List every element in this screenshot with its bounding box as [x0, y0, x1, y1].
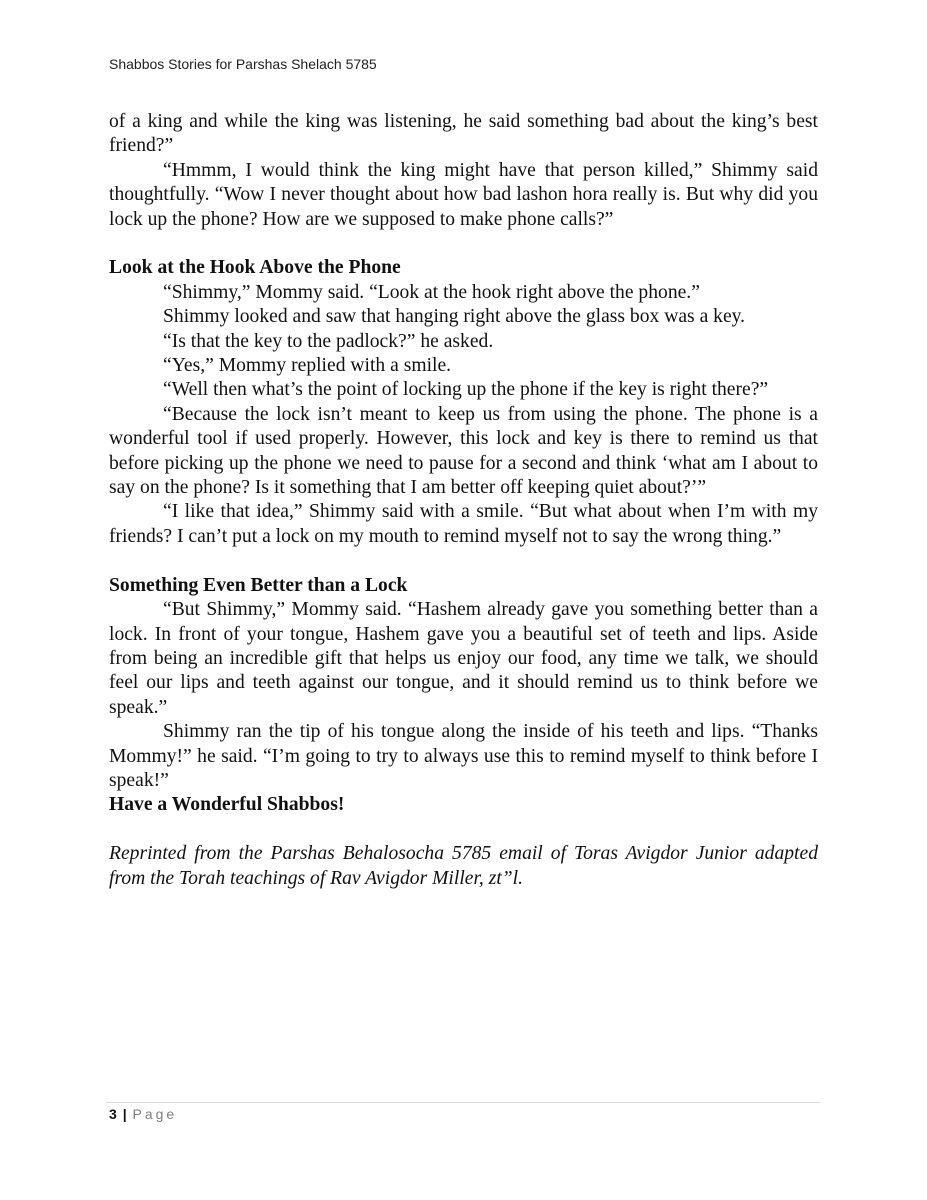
paragraph-7: “Well then what’s the point of locking up the phone if the key is right there?” — [163, 379, 769, 401]
paragraph-5: “Is that the key to the padlock?” he asked. — [163, 330, 494, 352]
paragraph-8: “Because the lock isn’t meant to keep us from using the phone. The phone is a wonderful tool if used properly. However, this lock and key is there to remind us that before picking up the phone we need to pause for a second and think ‘what am I about to say on the phone? Is it something that I am better off keeping quiet about?’” — [109, 403, 818, 499]
page-number: 3 — [109, 1106, 117, 1122]
closing-heading: Have a Wonderful Shabbos! — [109, 794, 345, 816]
story-body — [109, 110, 818, 891]
spacer — [109, 549, 818, 573]
running-header: Shabbos Stories for Parshas Shelach 5785 — [109, 56, 377, 72]
section-heading-2: Something Even Better than a Lock — [109, 574, 408, 596]
page-footer — [109, 1106, 177, 1122]
spacer — [109, 232, 818, 256]
footer-divider — [106, 1102, 820, 1103]
paragraph-2: “Hmmm, I would think the king might have that person killed,” Shimmy said thoughtfully. “Wow I never thought about how bad lashon hora really is. But why did you lock up the phone? How are we supposed to make phone calls?” — [109, 159, 818, 230]
credit-line: Reprinted from the Parshas Behalosocha 5785 email of Toras Avigdor Junior adapted from the Torah teachings of Rav Avigdor Miller, zt”l. — [109, 843, 818, 889]
paragraph-10: “But Shimmy,” Mommy said. “Hashem already gave you something better than a lock. In front of your tongue, Hashem gave you a beautiful set of teeth and lips. Aside from being an incredible gift that helps us enjoy our food, any time we talk, we should feel our lips and teeth against our tongue, and it should remind us to think before we speak.” — [109, 599, 818, 718]
spacer — [109, 818, 818, 842]
paragraph-4: Shimmy looked and saw that hanging right above the glass box was a key. — [163, 306, 746, 328]
page-label: Page — [132, 1106, 178, 1122]
paragraph-6: “Yes,” Mommy replied with a smile. — [163, 355, 452, 377]
footer-separator: | — [122, 1106, 127, 1122]
section-heading-1: Look at the Hook Above the Phone — [109, 257, 401, 279]
paragraph-3: “Shimmy,” Mommy said. “Look at the hook right above the phone.” — [163, 281, 700, 303]
paragraph-9: “I like that idea,” Shimmy said with a smile. “But what about when I’m with my friends? I can’t put a lock on my mouth to remind myself not to say the wrong thing.” — [109, 501, 818, 547]
paragraph-11: Shimmy ran the tip of his tongue along the inside of his teeth and lips. “Thanks Mommy!” he said. “I’m going to try to always use this to remind myself to think before I speak!” — [109, 721, 818, 791]
paragraph-1: of a king and while the king was listening, he said something bad about the king’s best friend?” — [109, 111, 818, 157]
